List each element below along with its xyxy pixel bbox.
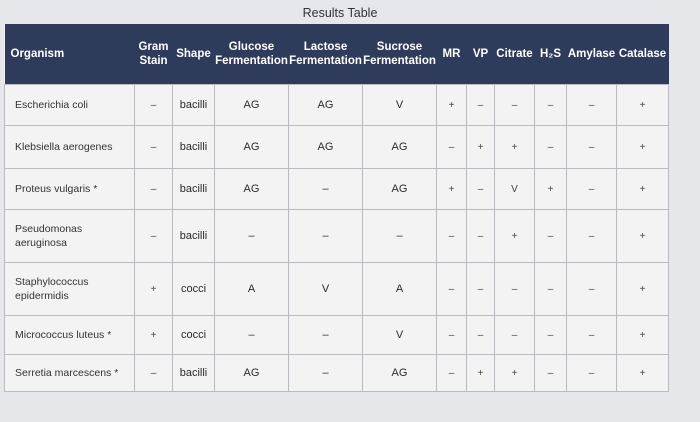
mr-cell: – — [437, 355, 467, 392]
organism-cell: Serretia marcescens * — [5, 355, 135, 392]
lactose-cell: AG — [289, 126, 363, 169]
header-glucose: Glucose Fermentation — [215, 24, 289, 85]
header-vp: VP — [467, 24, 495, 85]
organism-cell: Proteus vulgaris * — [5, 169, 135, 210]
gram-cell: – — [135, 355, 173, 392]
shape-cell: bacilli — [173, 85, 215, 126]
amylase-cell: – — [567, 316, 617, 355]
citrate-cell: V — [495, 169, 535, 210]
table-row — [5, 126, 669, 169]
citrate-cell: – — [495, 263, 535, 316]
glucose-cell: AG — [215, 169, 289, 210]
h2s-cell: – — [535, 263, 567, 316]
results-table — [4, 24, 669, 392]
lactose-cell: – — [289, 210, 363, 263]
glucose-cell: – — [215, 316, 289, 355]
header-sucrose: Sucrose Fermentation — [363, 24, 437, 85]
gram-cell: + — [135, 316, 173, 355]
mr-cell: – — [437, 316, 467, 355]
catalase-cell: + — [617, 316, 669, 355]
vp-cell: + — [467, 355, 495, 392]
glucose-cell: A — [215, 263, 289, 316]
citrate-cell: – — [495, 85, 535, 126]
vp-cell: – — [467, 85, 495, 126]
vp-cell: + — [467, 126, 495, 169]
header-organism: Organism — [5, 24, 135, 85]
organism-cell: Staphylococcus epidermidis — [5, 263, 135, 316]
catalase-cell: + — [617, 210, 669, 263]
gram-cell: – — [135, 169, 173, 210]
vp-cell: – — [467, 263, 495, 316]
amylase-cell: – — [567, 85, 617, 126]
page-title: Results Table — [302, 6, 378, 20]
sucrose-cell: A — [363, 263, 437, 316]
table-row — [5, 355, 669, 392]
shape-cell: bacilli — [173, 126, 215, 169]
catalase-cell: + — [617, 85, 669, 126]
lactose-cell: – — [289, 355, 363, 392]
header-mr: MR — [437, 24, 467, 85]
lactose-cell: – — [289, 316, 363, 355]
header-catalase: Catalase — [617, 24, 669, 85]
glucose-cell: AG — [215, 85, 289, 126]
lactose-cell: V — [289, 263, 363, 316]
amylase-cell: – — [567, 210, 617, 263]
table-row — [5, 263, 669, 316]
results-table-container — [4, 24, 668, 392]
mr-cell: – — [437, 210, 467, 263]
table-row — [5, 210, 669, 263]
mr-cell: + — [437, 169, 467, 210]
table-row — [5, 85, 669, 126]
vp-cell: – — [467, 210, 495, 263]
header-citrate: Citrate — [495, 24, 535, 85]
table-row — [5, 169, 669, 210]
sucrose-cell: AG — [363, 126, 437, 169]
sucrose-cell: V — [363, 85, 437, 126]
shape-cell: bacilli — [173, 355, 215, 392]
lactose-cell: – — [289, 169, 363, 210]
mr-cell: – — [437, 126, 467, 169]
shape-cell: bacilli — [173, 210, 215, 263]
mr-cell: – — [437, 263, 467, 316]
header-h2s: H₂S — [535, 24, 567, 85]
glucose-cell: – — [215, 210, 289, 263]
sucrose-cell: AG — [363, 355, 437, 392]
amylase-cell: – — [567, 263, 617, 316]
header-shape: Shape — [173, 24, 215, 85]
vp-cell: – — [467, 169, 495, 210]
citrate-cell: + — [495, 126, 535, 169]
h2s-cell: – — [535, 210, 567, 263]
organism-cell: Pseudomonas aeruginosa — [5, 210, 135, 263]
vp-cell: – — [467, 316, 495, 355]
amylase-cell: – — [567, 355, 617, 392]
shape-cell: bacilli — [173, 169, 215, 210]
organism-cell: Escherichia coli — [5, 85, 135, 126]
h2s-cell: – — [535, 85, 567, 126]
organism-cell: Micrococcus luteus * — [5, 316, 135, 355]
sucrose-cell: AG — [363, 169, 437, 210]
h2s-cell: – — [535, 355, 567, 392]
h2s-cell: – — [535, 126, 567, 169]
header-lactose: Lactose Fermentation — [289, 24, 363, 85]
table-row — [5, 316, 669, 355]
organism-cell: Klebsiella aerogenes — [5, 126, 135, 169]
amylase-cell: – — [567, 169, 617, 210]
glucose-cell: AG — [215, 355, 289, 392]
catalase-cell: + — [617, 355, 669, 392]
gram-cell: – — [135, 210, 173, 263]
citrate-cell: – — [495, 316, 535, 355]
header-amylase: Amylase — [567, 24, 617, 85]
lactose-cell: AG — [289, 85, 363, 126]
glucose-cell: AG — [215, 126, 289, 169]
gram-cell: – — [135, 85, 173, 126]
shape-cell: cocci — [173, 263, 215, 316]
sucrose-cell: – — [363, 210, 437, 263]
catalase-cell: + — [617, 263, 669, 316]
header-row — [5, 24, 669, 85]
catalase-cell: + — [617, 169, 669, 210]
gram-cell: – — [135, 126, 173, 169]
h2s-cell: + — [535, 169, 567, 210]
citrate-cell: + — [495, 210, 535, 263]
shape-cell: cocci — [173, 316, 215, 355]
citrate-cell: + — [495, 355, 535, 392]
amylase-cell: – — [567, 126, 617, 169]
header-gram-stain: Gram Stain — [135, 24, 173, 85]
catalase-cell: + — [617, 126, 669, 169]
sucrose-cell: V — [363, 316, 437, 355]
mr-cell: + — [437, 85, 467, 126]
h2s-cell: – — [535, 316, 567, 355]
gram-cell: + — [135, 263, 173, 316]
